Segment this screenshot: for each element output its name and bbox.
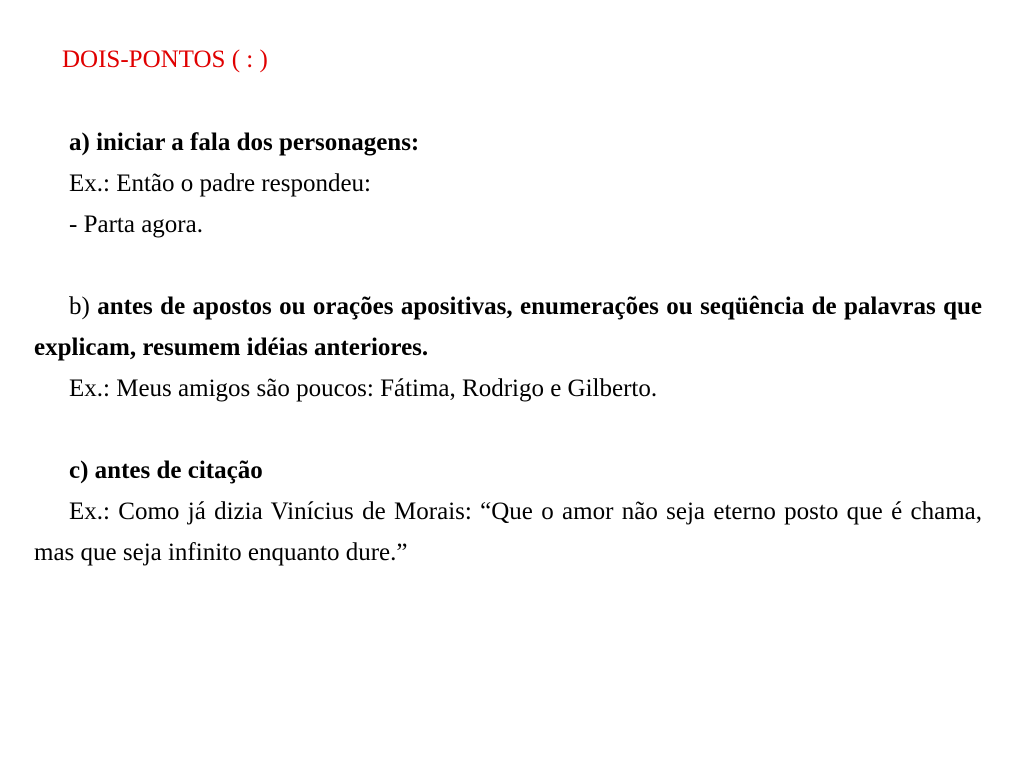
spacer xyxy=(34,409,982,450)
section-c-heading xyxy=(34,450,982,491)
section-c-marker: c) xyxy=(69,457,95,484)
section-c-heading-text: antes de citação xyxy=(94,457,263,484)
slide-body xyxy=(34,122,982,573)
section-a-heading-text: iniciar a fala dos personagens: xyxy=(96,129,420,156)
section-b-heading xyxy=(34,286,982,368)
section-a-example-line-1: Ex.: Então o padre respondeu: xyxy=(69,170,371,197)
section-b-marker: b) xyxy=(69,293,98,320)
section-b-heading-text: antes de apostos ou orações apositivas, enumerações ou seqüência de palavras que explicam, resumem idéias anteriores. xyxy=(34,293,982,361)
section-a-marker: a) xyxy=(69,129,97,156)
section-c-example: Ex.: Como já dizia Vinícius de Morais: “Que o amor não seja eterno posto que é chama, mas que seja infinito enquanto dure.” xyxy=(34,498,982,566)
spacer xyxy=(34,245,982,286)
section-a-example-line-2: - Parta agora. xyxy=(69,211,203,238)
section-b-example: Ex.: Meus amigos são poucos: Fátima, Rodrigo e Gilberto. xyxy=(69,375,658,402)
section-a-heading xyxy=(34,122,982,163)
slide-title: DOIS-PONTOS ( : ) xyxy=(62,46,268,73)
